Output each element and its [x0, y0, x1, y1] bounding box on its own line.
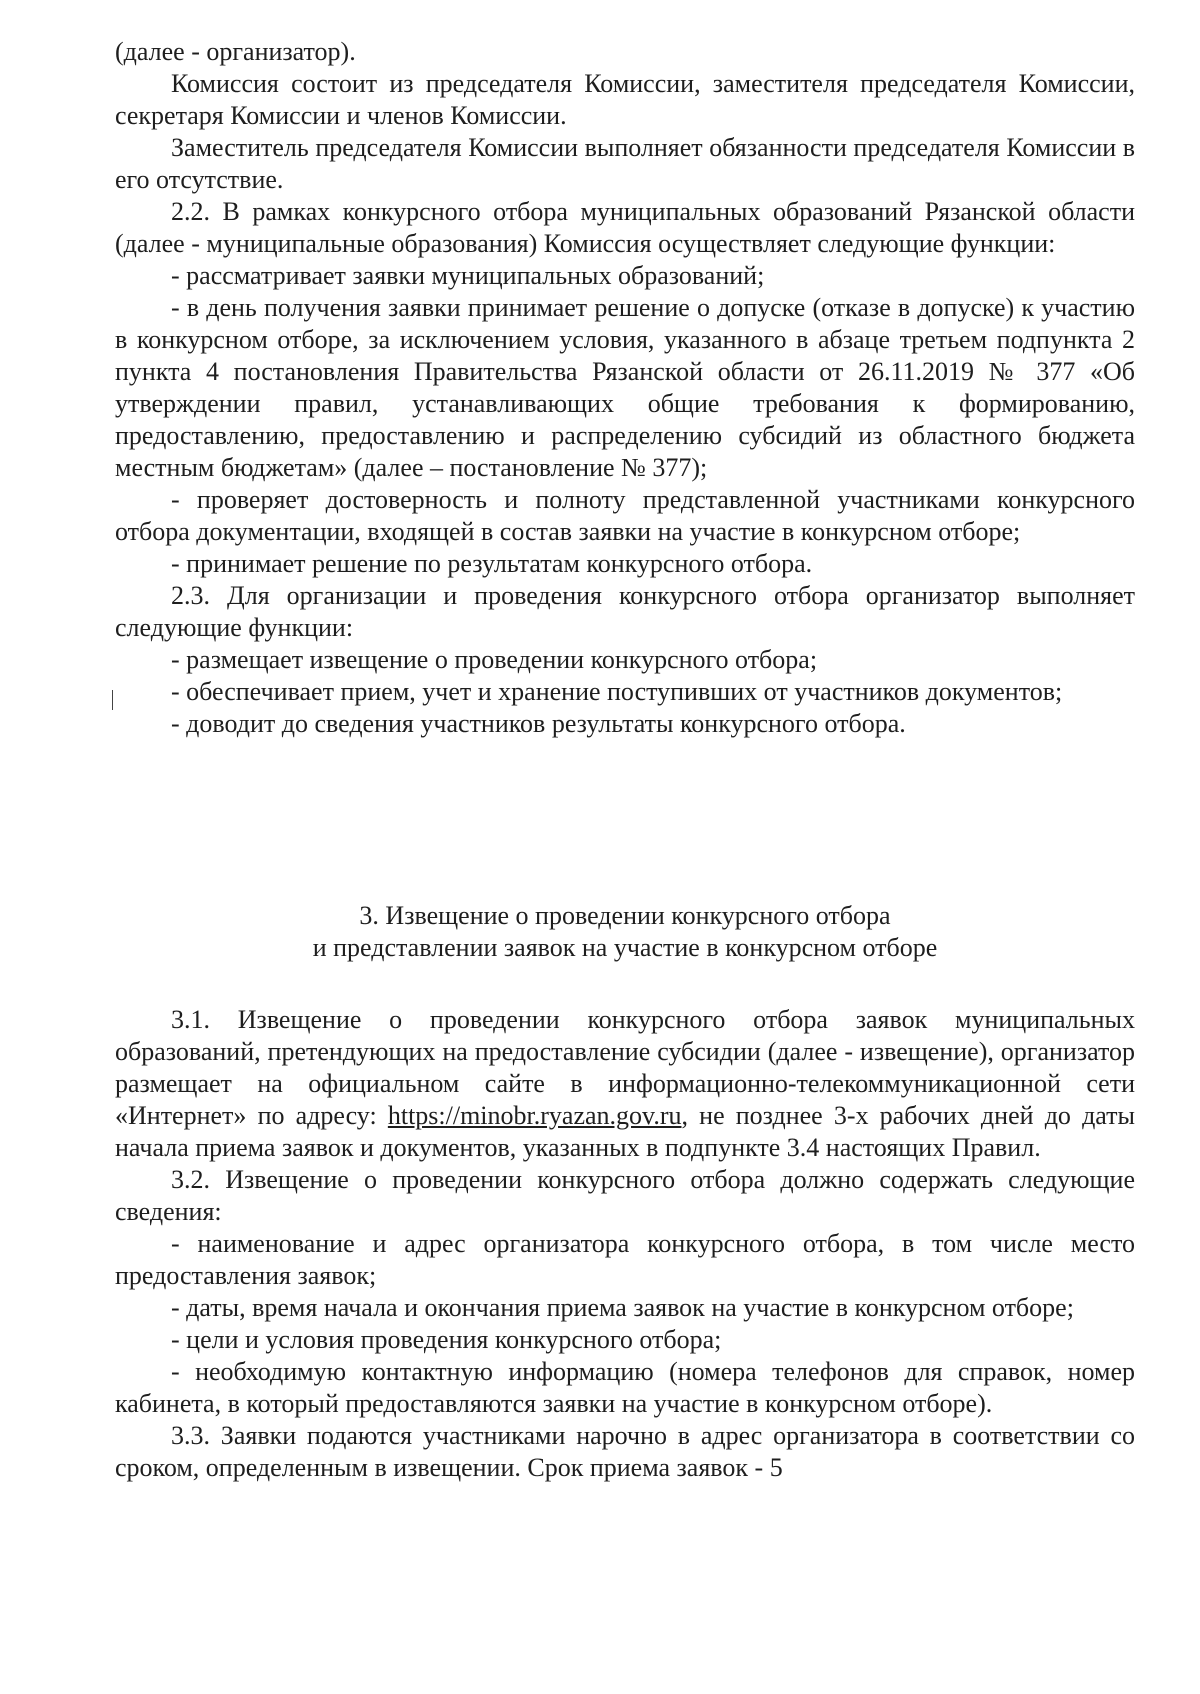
paragraph-3-1 [115, 1004, 1135, 1164]
paragraph-3-1-text-after-link: , не позднее 3-х рабочих дней до даты начала приема заявок и документов, указанных в подпункте 3.4 настоящих Правил. [115, 1101, 1136, 1162]
section-3-heading-line-1: 3. Извещение о проведении конкурсного отбора [359, 901, 891, 930]
list-item-2-2-3: - проверяет достоверность и полноту представленной участниками конкурсного отбора документации, входящей в состав заявки на участие в конкурсном отборе; [115, 485, 1135, 546]
list-item-2-2-1: - рассматривает заявки муниципальных образований; [171, 261, 765, 290]
list-item-2-3-3: - доводит до сведения участников результаты конкурсного отбора. [171, 709, 906, 738]
list-item-2-2-2: - в день получения заявки принимает решение о допуске (отказе в допуске) к участию в конкурсном отборе, за исключением условия, указанного в абзаце третьем подпункта 2 пункта 4 постановления Правительства Рязанской области от 26.11.2019 № 377 «Об утверждении правил, устанавливающих общие требования к формированию, предоставлению, предоставлению и распределению субсидий из областного бюджета местным бюджетам» (далее – постановление № 377); [115, 293, 1135, 482]
website-link[interactable]: https://minobr.ryazan.gov.ru [387, 1101, 682, 1130]
paragraph-continuation: (далее - организатор). [115, 37, 356, 66]
paragraph-3-3: 3.3. Заявки подаются участниками нарочно в адрес организатора в соответствии со сроком, определенным в извещении. Срок приема заявок - 5 [115, 1421, 1135, 1482]
list-item-2-3-1: - размещает извещение о проведении конкурсного отбора; [171, 645, 818, 674]
list-item-3-2-2: - даты, время начала и окончания приема заявок на участие в конкурсном отборе; [171, 1293, 1074, 1322]
section-2-body [115, 36, 1135, 740]
paragraph-commission-composition: Комиссия состоит из председателя Комиссии, заместителя председателя Комиссии, секретаря Комиссии и членов Комиссии. [115, 69, 1135, 130]
paragraph-2-2: 2.2. В рамках конкурсного отбора муниципальных образований Рязанской области (далее - муниципальные образования) Комиссия осуществляет следующие функции: [115, 197, 1135, 258]
list-item-2-2-4: - принимает решение по результатам конкурсного отбора. [171, 549, 813, 578]
section-3-heading [115, 900, 1135, 964]
paragraph-deputy-duties: Заместитель председателя Комиссии выполняет обязанности председателя Комиссии в его отсутствие. [115, 133, 1135, 194]
list-item-3-2-1: - наименование и адрес организатора конкурсного отбора, в том числе место предоставления заявок; [115, 1229, 1135, 1290]
section-3-body [115, 1004, 1135, 1484]
paragraph-2-3: 2.3. Для организации и проведения конкурсного отбора организатор выполняет следующие функции: [115, 581, 1135, 642]
paragraph-3-1-text-before-link: 3.1. Извещение о проведении конкурсного отбора заявок муниципальных образований, претендующих на предоставление субсидии (далее - извещение), организатор размещает на официальном сайте в информационно-телекоммуникационной сети «Интернет» по адресу: [115, 1005, 1135, 1130]
margin-mark [112, 690, 113, 710]
list-item-3-2-4: - необходимую контактную информацию (номера телефонов для справок, номер кабинета, в который предоставляются заявки на участие в конкурсном отборе). [115, 1357, 1135, 1418]
section-3-heading-line-2: и представлении заявок на участие в конкурсном отборе [312, 933, 938, 962]
list-item-2-3-2: - обеспечивает прием, учет и хранение поступивших от участников документов; [171, 677, 1063, 706]
paragraph-3-2: 3.2. Извещение о проведении конкурсного отбора должно содержать следующие сведения: [115, 1165, 1135, 1226]
list-item-3-2-3: - цели и условия проведения конкурсного отбора; [171, 1325, 722, 1354]
